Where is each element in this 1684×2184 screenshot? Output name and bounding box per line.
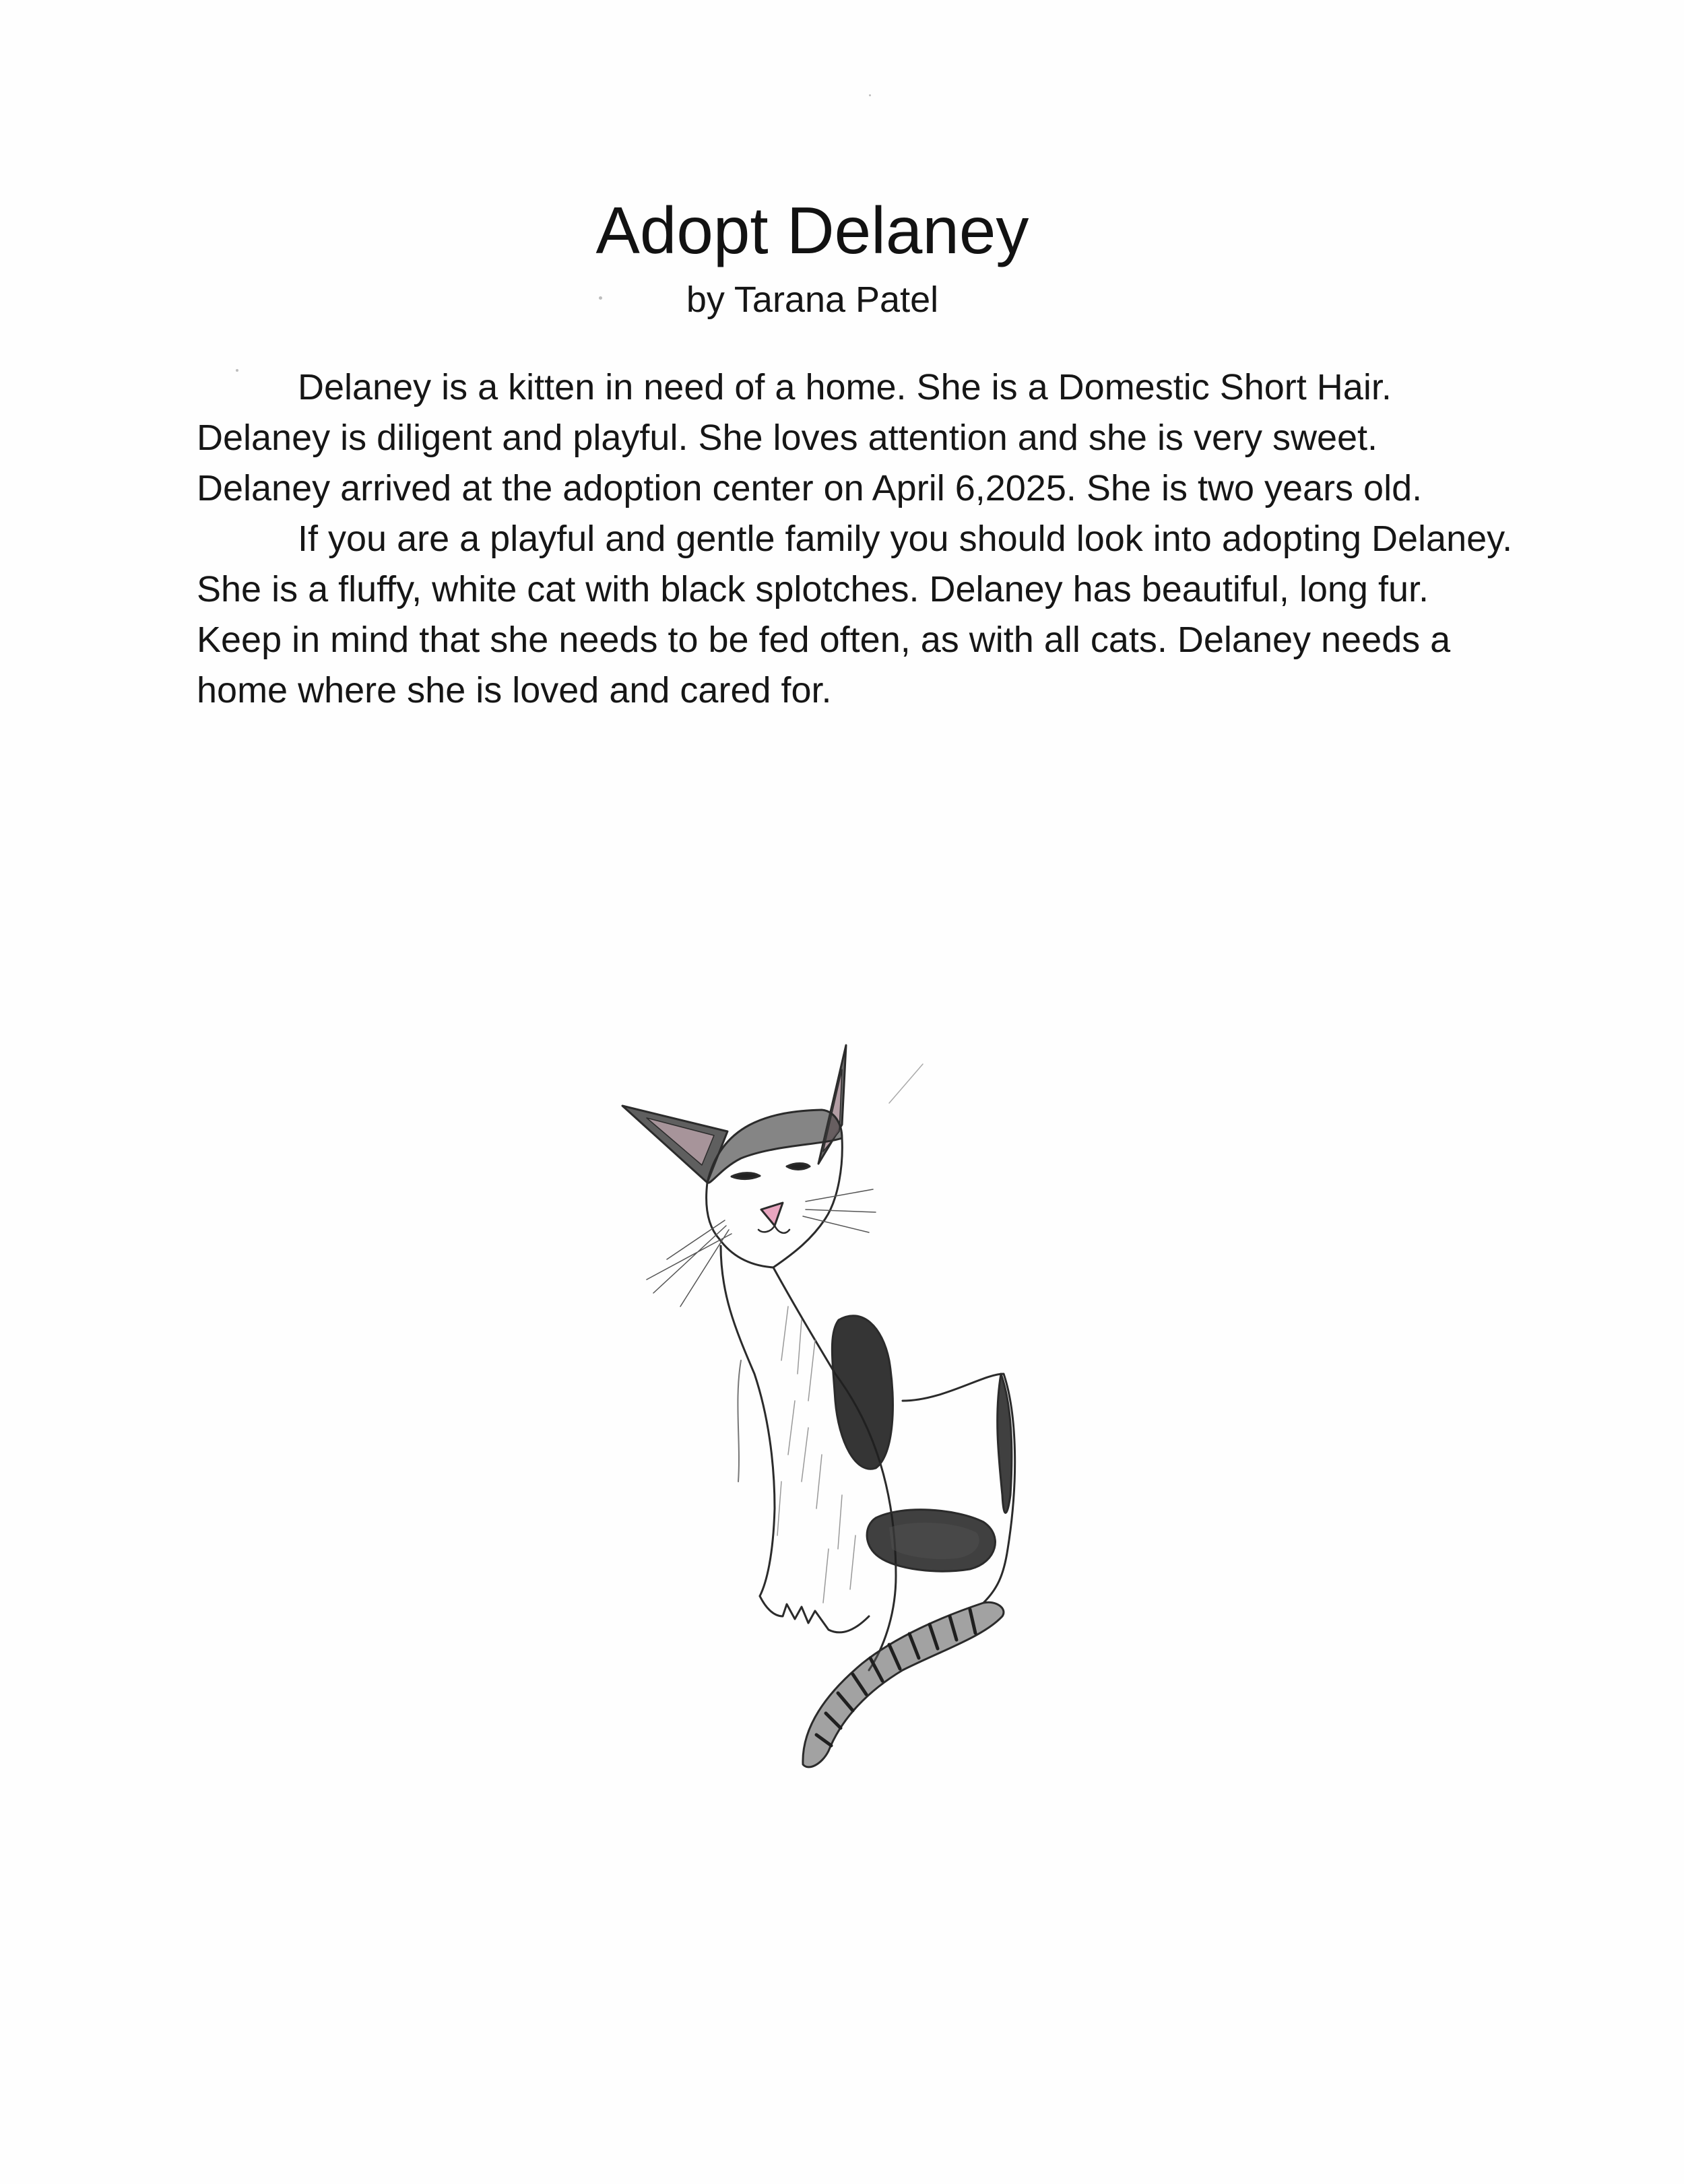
left-eye [732,1173,760,1179]
page-title: Adopt Delaney [595,193,1029,267]
author-byline: by Tarana Patel [686,279,939,320]
stray-mark [889,1064,923,1103]
scan-speck [236,369,238,372]
mouth [758,1226,789,1233]
scan-speck [599,296,602,300]
front-leg [738,1360,741,1482]
cat-drawing-icon [606,1024,1091,1778]
right-eye [787,1164,810,1170]
paragraph-intro: Delaney is a kitten in need of a home. She is a Domestic Short Hair. Delaney is diligent and playful. She loves attention and she is very sweet. Delaney arrived at the adoption center on April 6,2025. She is two years old. [197,367,1423,508]
shoulder-patch [832,1316,893,1469]
scan-speck [869,94,871,96]
article-body [197,362,1517,716]
paws [760,1596,869,1632]
right-whiskers [803,1189,876,1232]
chest-outline [721,1246,775,1596]
paragraph-adoption: If you are a playful and gentle family you should look into adopting Delaney. She is a fluffy, white cat with black splotches. Delaney has beautiful, long fur. Keep in mind that she needs to be fed often, as with all cats. Delaney needs a home where she is loved and cared for. [197,519,1513,710]
nose [761,1203,783,1226]
left-whiskers [647,1220,732,1306]
